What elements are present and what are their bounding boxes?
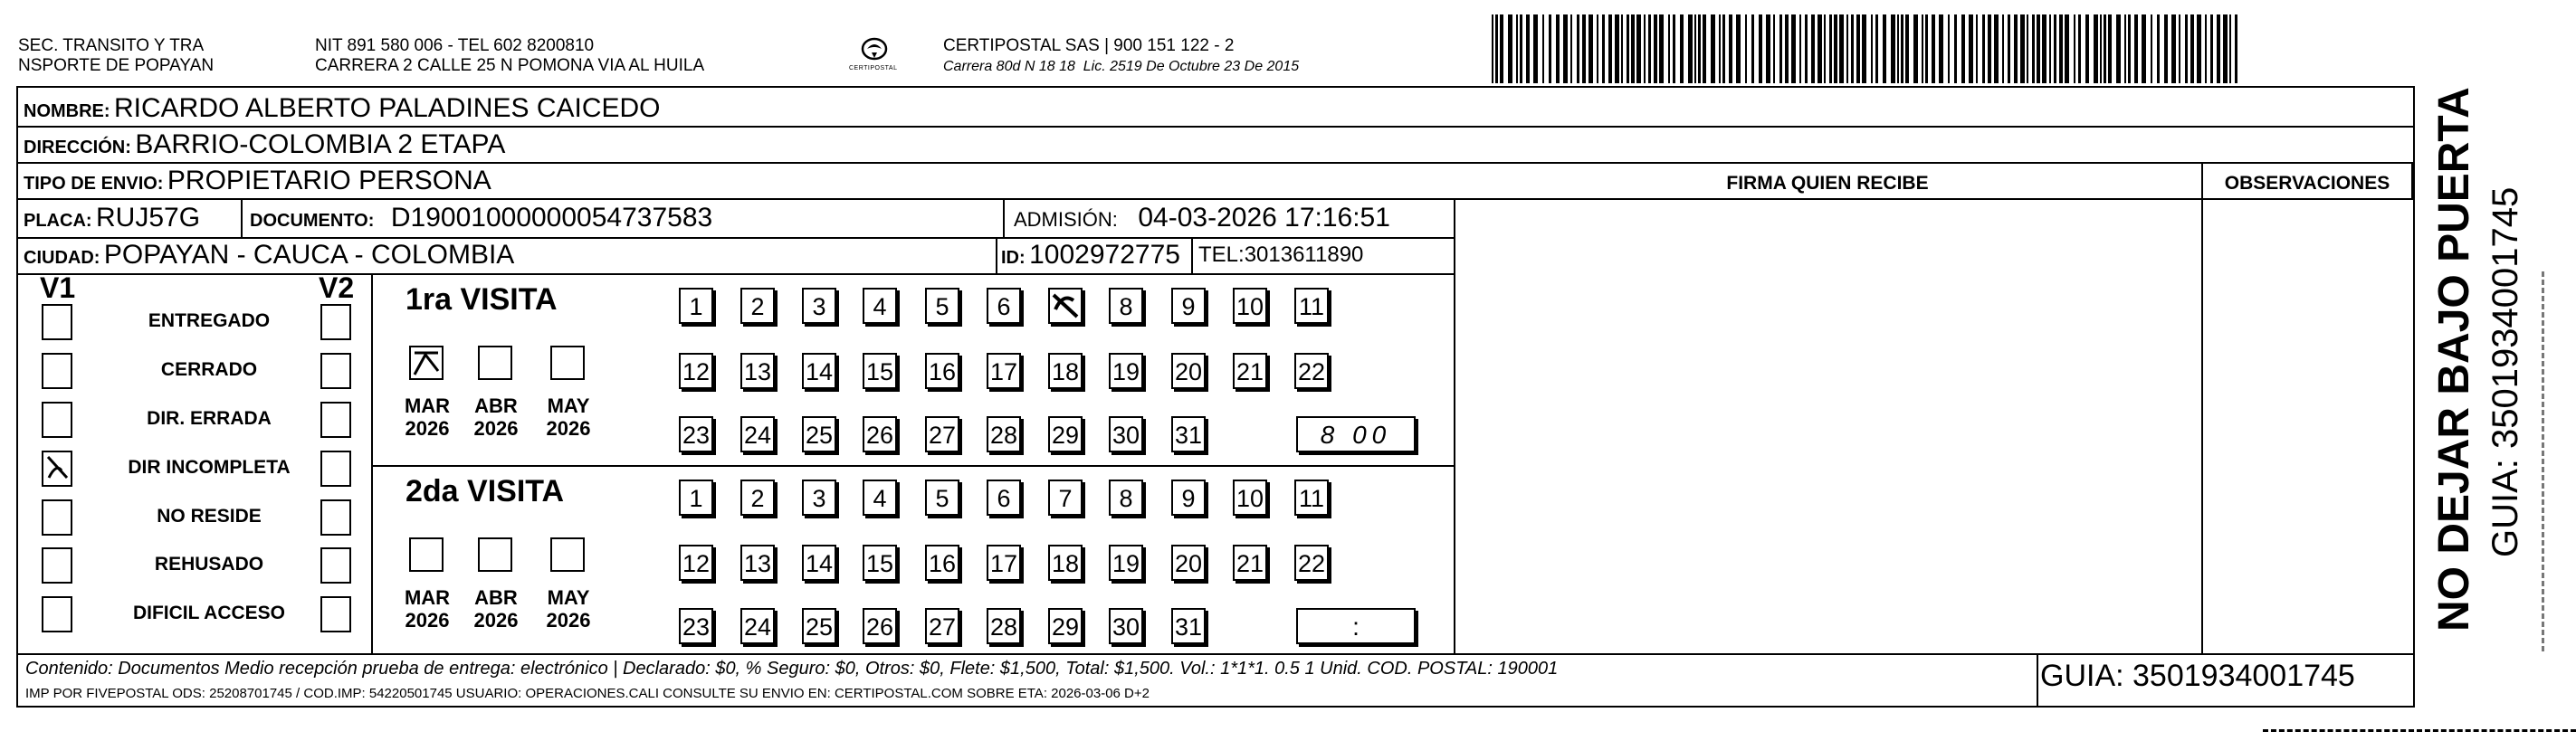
barcode-bar — [1703, 14, 1706, 83]
barcode-bar — [1839, 14, 1844, 83]
barcode-bar — [2171, 14, 2176, 83]
month-label — [469, 586, 523, 632]
footer-print-info: IMP POR FIVEPOSTAL ODS: 25208701745 / COD.IMP: 54220501745 USUARIO: OPERACIONES.CALI CONSULTE SU ENVIO EN: CERTIPOSTAL.COM SOBRE ETA: 2026-03-06 D+2 — [25, 686, 1150, 701]
id-row — [1001, 240, 1180, 275]
barcode-bar — [2014, 14, 2018, 83]
day-box[interactable]: 4 — [863, 288, 897, 324]
day-box[interactable]: 13 — [740, 545, 775, 581]
day-box[interactable]: 6 — [987, 288, 1021, 324]
barcode-bar — [1621, 14, 1623, 83]
barcode-bar — [2151, 14, 2152, 83]
barcode-bar — [1897, 14, 1899, 83]
barcode-bar — [1954, 14, 1957, 83]
day-box[interactable]: 17 — [987, 545, 1021, 581]
barcode-bar — [1556, 14, 1560, 83]
barcode-bar — [1799, 14, 1801, 83]
month-name: MAY — [547, 394, 590, 417]
direccion-row — [24, 129, 505, 165]
day-box[interactable]: 30 — [1109, 608, 1143, 644]
v1-header: V1 — [40, 271, 76, 304]
barcode-bar — [1648, 14, 1651, 83]
day-box[interactable]: 27 — [925, 416, 959, 452]
barcode-bar — [1751, 14, 1754, 83]
day-box[interactable]: 9 — [1171, 288, 1206, 324]
barcode-bar — [2020, 14, 2025, 83]
day-box[interactable] — [1048, 288, 1083, 324]
barcode-bar — [2094, 14, 2098, 83]
barcode-bar — [1846, 14, 1848, 83]
barcode-bar — [2190, 14, 2194, 83]
barcode-bar — [2065, 14, 2069, 83]
day-box[interactable]: 3 — [802, 480, 836, 516]
month-name: ABR — [474, 586, 518, 609]
time-box[interactable]: : — [1296, 608, 1416, 644]
barcode-bar — [2210, 14, 2213, 83]
v2-checkbox[interactable] — [320, 547, 351, 584]
day-box[interactable]: 18 — [1048, 353, 1083, 389]
barcode-bar — [1905, 14, 1909, 83]
placa-label: PLACA: — [24, 211, 92, 231]
day-box[interactable]: 11 — [1294, 480, 1329, 516]
tel-label: TEL: — [1198, 242, 1245, 267]
day-box[interactable]: 5 — [925, 480, 959, 516]
barcode-bar — [1875, 14, 1878, 83]
day-box[interactable]: 18 — [1048, 545, 1083, 581]
month-label — [469, 394, 523, 440]
barcode-bar — [1982, 14, 1985, 83]
month-year: 2026 — [546, 609, 591, 632]
month-checkbox[interactable] — [409, 346, 444, 380]
barcode-bar — [2078, 14, 2081, 83]
id-value: 1002972775 — [1029, 240, 1180, 270]
col-divider — [1454, 198, 1455, 653]
month-year: 2026 — [405, 609, 450, 632]
day-box[interactable]: 4 — [863, 480, 897, 516]
barcode-bar — [1602, 14, 1605, 83]
barcode-bar — [1533, 14, 1538, 83]
col-divider — [371, 273, 373, 653]
barcode-bar — [1688, 14, 1693, 83]
barcode-bar — [2157, 14, 2160, 83]
v1-checkbox[interactable] — [42, 451, 72, 487]
day-box[interactable]: 2 — [740, 288, 775, 324]
day-box[interactable]: 25 — [802, 608, 836, 644]
col-divider — [1191, 237, 1193, 273]
barcode-bar — [1680, 14, 1684, 83]
carrier-name: CERTIPOSTAL SAS | 900 151 122 - 2 — [943, 36, 1235, 55]
day-box[interactable]: 31 — [1171, 416, 1206, 452]
barcode-bar — [1791, 14, 1796, 83]
documento-value: D19001000000054737583 — [390, 203, 713, 233]
barcode-bar — [1805, 14, 1808, 83]
barcode-bar — [1589, 14, 1593, 83]
barcode-bar — [2235, 14, 2237, 83]
barcode-bar — [1526, 14, 1530, 83]
barcode-bar — [1961, 14, 1965, 83]
direccion-value: BARRIO-COLOMBIA 2 ETAPA — [135, 129, 506, 159]
month-checkbox[interactable] — [478, 537, 512, 572]
barcode-bar — [1673, 14, 1675, 83]
barcode-bar — [1597, 14, 1598, 83]
day-box[interactable]: 29 — [1048, 416, 1083, 452]
day-box[interactable]: 12 — [679, 545, 713, 581]
barcode-bar — [2124, 14, 2126, 83]
barcode-bar — [1871, 14, 1873, 83]
barcode-bar — [1722, 14, 1725, 83]
barcode-bar — [1736, 14, 1741, 83]
barcode-bar — [1779, 14, 1782, 83]
day-box[interactable]: 9 — [1171, 480, 1206, 516]
visit-title: 2da VISITA — [405, 474, 565, 508]
sender-name-line2: NSPORTE DE POPAYAN — [18, 56, 215, 75]
v1-checkbox[interactable] — [42, 499, 72, 536]
barcode-bar — [1766, 14, 1770, 83]
barcode-bar — [1773, 14, 1775, 83]
day-box[interactable]: 8 — [1109, 288, 1143, 324]
barcode-bar — [2049, 14, 2051, 83]
barcode-bar — [2128, 14, 2131, 83]
barcode-bar — [2229, 14, 2231, 83]
no-dejar-bajo-puerta: NO DEJAR BAJO PUERTA — [2430, 87, 2478, 632]
v1-checkbox[interactable] — [42, 547, 72, 584]
ciudad-row — [24, 240, 514, 275]
v2-checkbox[interactable] — [320, 451, 351, 487]
v1-checkbox[interactable] — [42, 596, 72, 632]
month-year: 2026 — [546, 417, 591, 440]
day-box[interactable]: 6 — [987, 480, 1021, 516]
barcode-bar — [2054, 14, 2056, 83]
day-box[interactable]: 16 — [925, 545, 959, 581]
barcode-bar — [1694, 14, 1696, 83]
day-box[interactable]: 14 — [802, 545, 836, 581]
direccion-label: DIRECCIÓN: — [24, 138, 131, 157]
barcode-bar — [1785, 14, 1789, 83]
ciudad-label: CIUDAD: — [24, 248, 100, 268]
day-box[interactable]: 22 — [1294, 353, 1329, 389]
day-box[interactable]: 23 — [679, 608, 713, 644]
visit-title: 1ra VISITA — [405, 282, 558, 317]
day-box[interactable]: 2 — [740, 480, 775, 516]
documento-label: DOCUMENTO: — [250, 211, 375, 231]
day-box[interactable]: 10 — [1233, 288, 1267, 324]
barcode-bar — [2223, 14, 2228, 83]
barcode-bar — [1811, 14, 1815, 83]
id-label: ID: — [1001, 248, 1026, 268]
barcode-bar — [1615, 14, 1619, 83]
day-box[interactable]: 8 — [1109, 480, 1143, 516]
carrier-address: Carrera 80d N 18 18 Lic. 2519 De Octubre 23 De 2015 — [943, 59, 1300, 74]
documento-row — [250, 203, 712, 238]
barcode-bar — [1891, 14, 1895, 83]
barcode-bar — [2217, 14, 2220, 83]
barcode-bar — [1549, 14, 1551, 83]
day-box[interactable]: 21 — [1233, 545, 1267, 581]
carrier-logo — [849, 34, 898, 74]
day-box[interactable]: 25 — [802, 416, 836, 452]
v2-checkbox[interactable] — [320, 499, 351, 536]
barcode-bar — [1829, 14, 1832, 83]
barcode-bar — [1948, 14, 1950, 83]
day-box[interactable]: 12 — [679, 353, 713, 389]
barcode-bar — [1851, 14, 1854, 83]
day-box[interactable]: 13 — [740, 353, 775, 389]
day-box[interactable]: 3 — [802, 288, 836, 324]
day-box[interactable]: 15 — [863, 353, 897, 389]
day-box[interactable]: 27 — [925, 608, 959, 644]
admision-row — [1014, 203, 1390, 238]
barcode-bar — [2032, 14, 2035, 83]
check-mark-icon — [1050, 290, 1081, 322]
ciudad-value: POPAYAN - CAUCA - COLOMBIA — [103, 240, 515, 270]
barcode-bar — [2002, 14, 2004, 83]
day-box[interactable]: 29 — [1048, 608, 1083, 644]
month-year: 2026 — [473, 609, 519, 632]
sender-nit: NIT 891 580 006 - TEL 602 8200810 — [315, 36, 595, 55]
footer-guia: GUIA: 3501934001745 — [2040, 659, 2355, 693]
observaciones-header: OBSERVACIONES — [2224, 173, 2390, 194]
barcode-bar — [1495, 14, 1498, 83]
barcode-bar — [1698, 14, 1701, 83]
col-divider — [241, 198, 243, 237]
barcode-bar — [1711, 14, 1715, 83]
v1-checkbox[interactable] — [42, 402, 72, 438]
status-label: DIFICIL ACCESO — [132, 603, 285, 623]
v2-checkbox[interactable] — [320, 596, 351, 632]
barcode-bar — [2037, 14, 2040, 83]
day-box[interactable]: 16 — [925, 353, 959, 389]
barcode-bar — [1668, 14, 1670, 83]
barcode-bar — [1834, 14, 1837, 83]
nombre-label: NOMBRE: — [24, 101, 110, 121]
barcode-bar — [1729, 14, 1732, 83]
day-box[interactable]: 14 — [802, 353, 836, 389]
barcode-bar — [1659, 14, 1664, 83]
barcode-bar — [1636, 14, 1641, 83]
month-name: MAR — [404, 394, 451, 417]
col-divider — [1003, 198, 1005, 237]
day-box[interactable]: 1 — [679, 288, 713, 324]
status-label: CERRADO — [160, 359, 258, 380]
day-box[interactable]: 28 — [987, 416, 1021, 452]
v2-header: V2 — [319, 271, 355, 304]
tel-row — [1198, 240, 1363, 273]
barcode-bar — [1608, 14, 1612, 83]
visit-divider — [371, 465, 1454, 467]
nombre-row — [24, 93, 661, 128]
placa-row — [24, 203, 200, 238]
status-label: ENTREGADO — [148, 310, 271, 331]
month-year: 2026 — [405, 417, 450, 440]
day-box[interactable]: 24 — [740, 608, 775, 644]
barcode-bar — [2100, 14, 2102, 83]
barcode-bar — [1976, 14, 1978, 83]
day-box[interactable]: 5 — [925, 288, 959, 324]
admision-value: 04-03-2026 17:16:51 — [1138, 203, 1390, 233]
barcode-bar — [2104, 14, 2106, 83]
barcode-bar — [1745, 14, 1747, 83]
month-name: MAR — [404, 586, 451, 609]
barcode-bar — [2085, 14, 2089, 83]
barcode-bar — [1520, 14, 1522, 83]
day-box[interactable]: 22 — [1294, 545, 1329, 581]
barcode-bar — [2179, 14, 2180, 83]
barcode-bar — [1913, 14, 1918, 83]
month-name: MAY — [547, 586, 590, 609]
barcode-bar — [2008, 14, 2010, 83]
barcode-bar — [1969, 14, 1973, 83]
barcode-bar — [1631, 14, 1635, 83]
time-box[interactable]: 8 00 — [1296, 416, 1416, 452]
status-label: REHUSADO — [154, 554, 264, 575]
col-divider — [2037, 653, 2038, 708]
barcode-bar — [1516, 14, 1518, 83]
sender-address: CARRERA 2 CALLE 25 N POMONA VIA AL HUILA — [315, 56, 705, 75]
day-box[interactable]: 26 — [863, 608, 897, 644]
sender-name-line1: SEC. TRANSITO Y TRA — [18, 36, 205, 55]
cut-line — [2263, 729, 2576, 741]
barcode-bar — [1994, 14, 1999, 83]
barcode-bar — [1901, 14, 1903, 83]
barcode-bar — [2027, 14, 2028, 83]
tracking-barcode — [1492, 14, 2243, 83]
day-box[interactable]: 31 — [1171, 608, 1206, 644]
barcode-bar — [2197, 14, 2201, 83]
barcode-bar — [1922, 14, 1923, 83]
day-box[interactable]: 20 — [1171, 545, 1206, 581]
day-box[interactable]: 21 — [1233, 353, 1267, 389]
barcode-bar — [2205, 14, 2207, 83]
barcode-bar — [2142, 14, 2146, 83]
check-mark-icon — [43, 452, 71, 485]
barcode-bar — [2074, 14, 2075, 83]
barcode-bar — [2042, 14, 2046, 83]
day-box[interactable]: 24 — [740, 416, 775, 452]
barcode-bar — [2059, 14, 2063, 83]
day-box[interactable]: 7 — [1048, 480, 1083, 516]
barcode-bar — [2108, 14, 2112, 83]
barcode-bar — [1492, 14, 1493, 83]
barcode-bar — [1883, 14, 1886, 83]
day-box[interactable]: 23 — [679, 416, 713, 452]
day-box[interactable]: 20 — [1171, 353, 1206, 389]
month-label — [541, 586, 596, 632]
v2-checkbox[interactable] — [320, 304, 351, 340]
barcode-bar — [1508, 14, 1512, 83]
barcode-bar — [2164, 14, 2168, 83]
status-label: NO RESIDE — [157, 506, 262, 527]
tipo-envio-row — [24, 166, 491, 201]
barcode-bar — [1577, 14, 1579, 83]
barcode-bar — [1856, 14, 1860, 83]
col-divider — [996, 237, 997, 273]
v1-checkbox[interactable] — [42, 353, 72, 389]
barcode-bar — [1570, 14, 1572, 83]
barcode-bar — [1542, 14, 1544, 83]
barcode-bar — [1759, 14, 1762, 83]
col-divider — [2201, 162, 2203, 653]
day-box[interactable]: 10 — [1233, 480, 1267, 516]
barcode-bar — [1719, 14, 1721, 83]
barcode-bar — [1824, 14, 1826, 83]
month-name: ABR — [474, 394, 518, 417]
tipo-envio-value: PROPIETARIO PERSONA — [167, 166, 491, 195]
month-checkbox[interactable] — [409, 537, 444, 572]
month-label — [400, 394, 454, 440]
barcode-bar — [1932, 14, 1935, 83]
barcode-bar — [1500, 14, 1503, 83]
barcode-bar — [1627, 14, 1629, 83]
footer-divider — [16, 653, 2415, 655]
month-checkbox[interactable] — [550, 537, 585, 572]
day-box[interactable]: 30 — [1109, 416, 1143, 452]
nombre-value: RICARDO ALBERTO PALADINES CAICEDO — [114, 93, 661, 123]
day-box[interactable]: 11 — [1294, 288, 1329, 324]
status-label: DIR. ERRADA — [147, 408, 272, 429]
month-year: 2026 — [473, 417, 519, 440]
barcode-bar — [1654, 14, 1657, 83]
day-box[interactable]: 19 — [1109, 353, 1143, 389]
barcode-bar — [2116, 14, 2121, 83]
edge-line — [2542, 271, 2548, 651]
footer-contents: Contenido: Documentos Medio recepción prueba de entrega: electrónico | Declarado: $0, % Seguro: $0, Otros: $0, Flete: $1,500, Total: $1,500. Vol.: 1*1*1. 0.5 1 Unid. COD. POSTAL: 190001 — [25, 659, 1559, 679]
barcode-bar — [1925, 14, 1928, 83]
barcode-bar — [1939, 14, 1943, 83]
placa-value: RUJ57G — [96, 203, 201, 233]
month-label — [400, 586, 454, 632]
tel-value: 3013611890 — [1244, 242, 1364, 267]
day-box[interactable]: 17 — [987, 353, 1021, 389]
barcode-bar — [1862, 14, 1866, 83]
day-box[interactable]: 1 — [679, 480, 713, 516]
barcode-bar — [2185, 14, 2188, 83]
day-box[interactable]: 15 — [863, 545, 897, 581]
logo-text: CERTIPOSTAL — [849, 65, 898, 71]
barcode-bar — [1818, 14, 1822, 83]
check-mark-icon — [411, 347, 442, 378]
day-box[interactable]: 26 — [863, 416, 897, 452]
tipo-envio-label: TIPO DE ENVIO: — [24, 174, 164, 194]
day-box[interactable]: 19 — [1109, 545, 1143, 581]
barcode-bar — [1988, 14, 1991, 83]
side-guia: GUIA: 3501934001745 — [2485, 186, 2525, 557]
v2-checkbox[interactable] — [320, 402, 351, 438]
barcode-bar — [1582, 14, 1586, 83]
month-label — [541, 394, 596, 440]
barcode-bar — [1644, 14, 1646, 83]
barcode-bar — [1563, 14, 1568, 83]
status-label: DIR INCOMPLETA — [128, 457, 291, 478]
barcode-bar — [2134, 14, 2138, 83]
v1-checkbox[interactable] — [42, 304, 72, 340]
month-checkbox[interactable] — [478, 346, 512, 380]
day-box[interactable]: 28 — [987, 608, 1021, 644]
month-checkbox[interactable] — [550, 346, 585, 380]
admision-label: ADMISIÓN: — [1014, 208, 1118, 231]
v2-checkbox[interactable] — [320, 353, 351, 389]
firma-header: FIRMA QUIEN RECIBE — [1726, 173, 1929, 194]
